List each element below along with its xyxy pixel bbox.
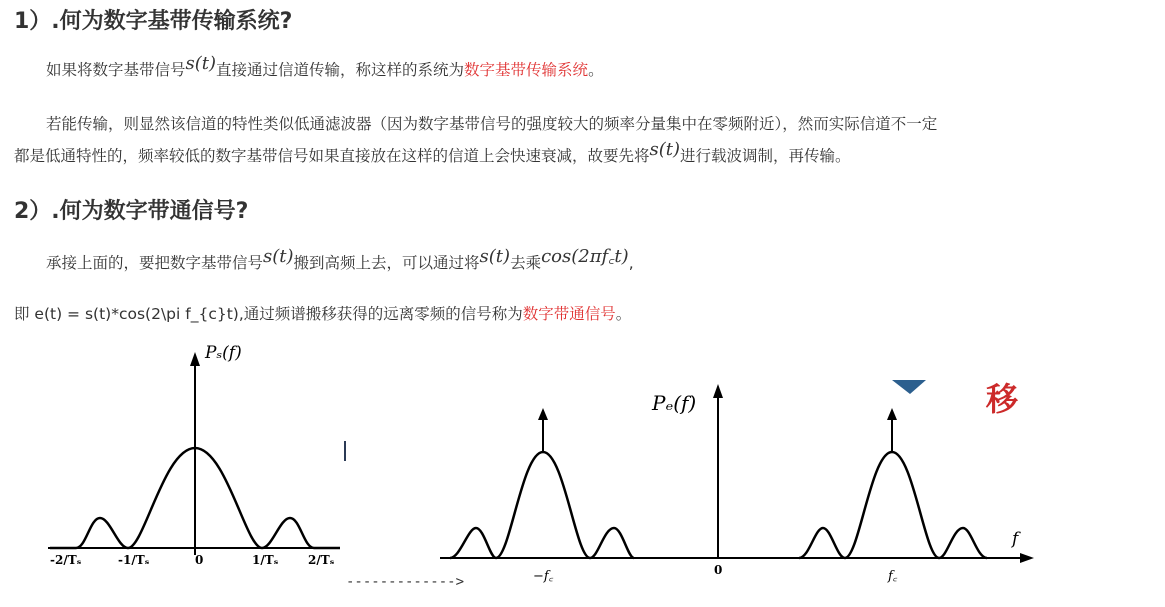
text: 进行载波调制，再传输。	[680, 147, 851, 165]
paragraph-bandpass-definition	[14, 302, 631, 324]
tick-neg-fc: −f꜀	[533, 569, 554, 584]
arrow-text: ------------->	[346, 574, 465, 590]
figure-baseband-psd	[40, 340, 350, 572]
text: 搬到高频上去，可以通过将	[293, 254, 480, 272]
math-s-t: s(t)	[649, 139, 681, 160]
math-s-t: s(t)	[185, 53, 217, 74]
text: 如果将数字基带信号	[46, 61, 186, 79]
ylabel-pe: Pₑ(f)	[652, 391, 697, 415]
psd-curve-left	[450, 452, 634, 558]
psd-curve-right	[799, 452, 987, 558]
figure-bandpass-psd	[430, 372, 1045, 590]
y-axis-arrowhead	[713, 384, 723, 398]
flag-icon	[892, 380, 926, 394]
link-baseband-system[interactable]: 数字基带传输系统	[464, 61, 589, 79]
impulse-left-arrowhead	[538, 408, 548, 420]
tick-zero: 0	[195, 553, 204, 567]
watermark-move: 移	[986, 380, 1019, 418]
text: 去乘	[510, 254, 542, 272]
paragraph-lowpass-line2	[14, 139, 851, 166]
text: 都是低通特性的，频率较低的数字基带信号如果直接放在这样的信道上会快速衰减，故要先将	[14, 147, 650, 165]
tick-pos-2-ts: 2/Tₛ	[308, 553, 335, 567]
tick-fc: f꜀	[888, 569, 898, 584]
tick-neg-1-ts: -1/Tₛ	[118, 553, 150, 567]
impulse-right-arrowhead	[887, 408, 897, 420]
text: 即 e(t) = s(t)*cos(2\pi f_{c}t),通过频谱搬移获得的远离零频的信号称为	[14, 305, 523, 323]
y-axis-arrowhead	[190, 352, 200, 366]
tick-zero: 0	[714, 563, 723, 577]
text: 承接上面的，要把数字基带信号	[46, 254, 264, 272]
text: 直接通过信道传输，称这样的系统为	[216, 61, 465, 79]
math-s-t: s(t)	[479, 246, 511, 267]
text: 。	[615, 305, 632, 323]
tick-pos-1-ts: 1/Tₛ	[252, 553, 279, 567]
text: 。	[588, 61, 604, 79]
heading-section-1: 1）.何为数字基带传输系统?	[14, 9, 293, 34]
text: ,	[628, 254, 634, 272]
paragraph-lowpass-line1: 若能传输，则显然该信道的特性类似低通滤波器（因为数字基带信号的强度较大的频率分量集中在零频附近），然而实际信道不一定	[46, 115, 938, 133]
axis-label-f: f	[1012, 529, 1019, 549]
paragraph-baseband-definition	[46, 53, 604, 80]
text-cursor	[344, 441, 346, 461]
paragraph-bandpass-intro	[46, 246, 634, 274]
link-bandpass-signal[interactable]: 数字带通信号	[522, 305, 616, 323]
math-cos: cos(2πf꜀t)	[541, 246, 629, 267]
ylabel-ps: Pₛ(f)	[205, 343, 242, 363]
tick-neg-2-ts: -2/Tₛ	[50, 553, 82, 567]
heading-section-2: 2）.何为数字带通信号?	[14, 199, 249, 224]
x-axis-arrowhead	[1020, 553, 1034, 563]
math-s-t: s(t)	[263, 246, 294, 267]
